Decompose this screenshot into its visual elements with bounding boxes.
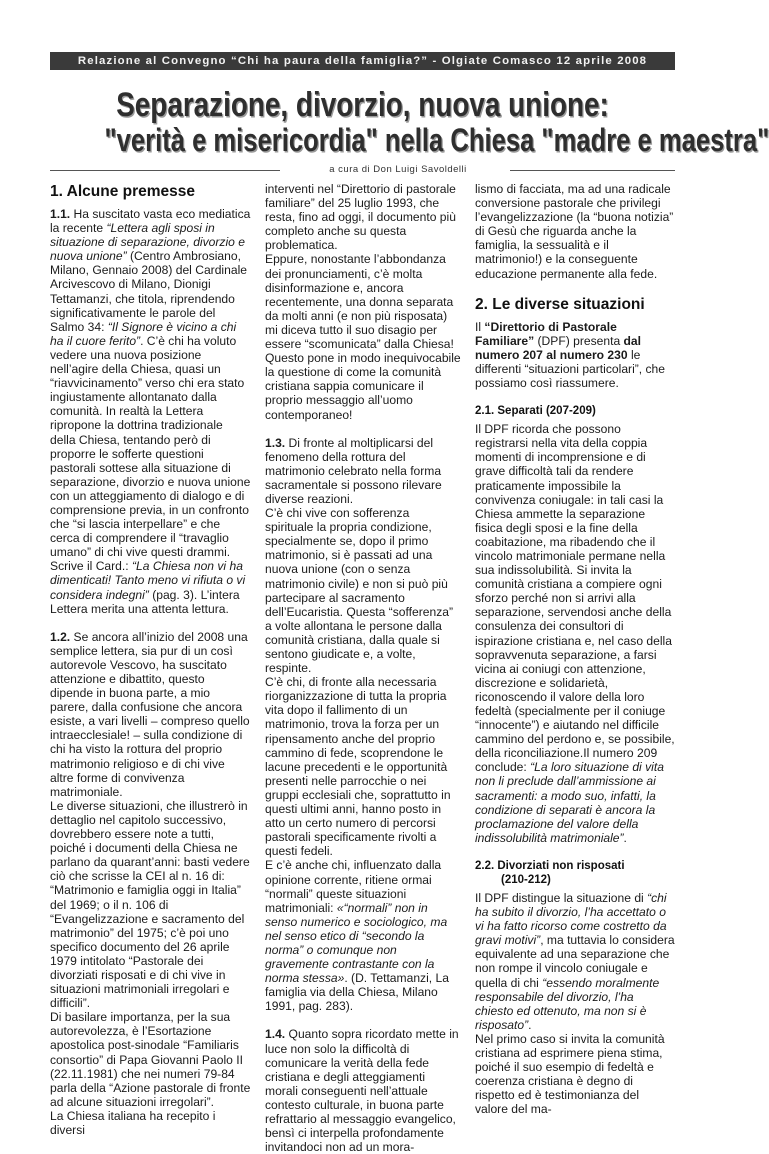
paragraph: lismo di facciata, ma ad una radicale conversione pastorale che privilegi l’evangelizzazione (la “buona notizia” di Gesù che riguarda anche la famiglia, la sessualità e il matrimonio!) e la conseguente educazione permanente alla fede. xyxy=(475,182,674,281)
paragraph xyxy=(265,858,461,1013)
subsection-heading-line-1: 2.2. Divorziati non risposati xyxy=(475,859,625,872)
spacer xyxy=(475,281,675,295)
text-run: . (D. Tettamanzi, La famiglia via della Chiesa, Milano 1991, pag. 283). xyxy=(265,971,449,1014)
paragraph-2-2 xyxy=(475,891,675,1032)
paragraph-1-1 xyxy=(50,207,251,616)
quote-run: “Il Signore è vicino a chi ha il cuore ferito” xyxy=(50,319,237,348)
quote-run: “chi ha subito il divorzio, l’ha accettato o vi ha fatto ricorso come costretto da gravi motivi” xyxy=(475,890,667,948)
paragraph: C’è chi, di fronte alla necessaria riorganizzazione di tutta la propria vita dopo il fallimento di un matrimonio, trova la forza per un ripensamento anche del proprio cammino di fede, scoprendone le lacune precedenti e le opportunità presenti nelle parrocchie o nei gruppi ecclesiali che, soprattutto in questi ultimi anni, hanno posto in atto un certo numero di percorsi pastorali specificamente rivolti a questi fedeli. xyxy=(265,675,451,859)
text-run: le differenti “situazioni particolari”, che possiamo così riassumere. xyxy=(475,347,666,391)
paragraph-2-intro xyxy=(475,320,675,390)
paragraph-number: 1.4. xyxy=(265,1027,286,1042)
quote-run: “La loro situazione di vita non li preclude dall’ammissione ai sacramenti: a modo suo, infatti, la condizione di separati è ancora la proclamazione del valore della indissolubilità matrimoniale” xyxy=(475,760,664,845)
text-column-2 xyxy=(265,182,461,1154)
text-run: Il DPF ricorda che possono registrarsi nella vita della coppia momenti di incomprensione e di grave difficoltà tali da rendere praticamente impossibile la convivenza coniugale: in tali casi la Chiesa ammette la separazione fisica degli sposi e la fine della coabitazione, ma ribadendo che il vincolo matrimoniale permane nella sua indissolubilità. Si invita la comunità cristiana a compiere ogni sforzo perché non si arrivi alla separazione, servendosi anche della consulenza dei consultori di ispirazione cristiana e, nel caso della sopravvenuta separazione, a farsi vicina ai coniugi con attenzione, discrezione e solidarietà, riconoscendo il valore della loro fedeltà (specialmente per il coniuge “innocente”) e aiutando nel difficile cammino del perdono e, se possibile, della riconciliazione.Il numero 209 conclude: xyxy=(475,422,675,775)
text-column-1 xyxy=(50,182,251,1137)
quote-run: “La Chiesa non vi ha dimenticati! Tanto meno vi rifiuta o vi considera indegni” xyxy=(50,559,246,602)
paragraph-1-3 xyxy=(265,436,461,506)
paragraph: Di basilare importanza, per la sua autorevolezza, è l’Esortazione apostolica post-sinodale “Familiaris consortio” di Papa Giovanni Paolo II (22.11.1981) che nei numeri 79-84 parla della “Azione pastorale di fronte ad alcune situazioni irregolari”. xyxy=(50,1010,251,1109)
text-run: Di fronte al moltiplicarsi del fenomeno della rottura del matrimonio celebrato nella forma sacramentale si possono rilevare diverse reazioni. xyxy=(265,435,442,506)
text-run: Se ancora all’inizio del 2008 una semplice lettera, sia pur di un così autorevole Vescovo, ha suscitato attenzione e dibattito, questo dipende in buona parte, a mio parere, dalla confusione che ancora esiste, a vari livelli – compreso quello intraecclesiale! – sulla condizione di chi ha visto la rottura del proprio matrimonio religioso e di chi vive altre forme di convivenza matrimoniale. xyxy=(50,629,250,799)
text-column-3 xyxy=(475,182,675,1117)
text-run: Il DPF distingue la situazione di xyxy=(475,890,648,905)
quote-run: «“normali” non in senso numerico e sociologico, ma nel senso etico di “secondo la norma” o comunque non gravemente contrastante con la norma stessa» xyxy=(265,900,448,986)
text-run: (DPF) presenta xyxy=(534,333,624,348)
quote-run: “essendo moralmente responsabile del divorzio, l’ha chiesto ed ottenuto, ma non si è risposato” xyxy=(475,975,660,1032)
section-heading-premesse: 1. Alcune premesse xyxy=(50,183,196,200)
article-title-line-2: "verità e misericordia" nella Chiesa "madre e maestra" xyxy=(104,122,769,158)
text-run: Ha suscitato vasta eco mediatica la recente xyxy=(50,207,251,236)
bold-run: dal numero 207 al numero 230 xyxy=(475,333,642,362)
subsection-heading-divorziati xyxy=(475,859,675,887)
text-run: Quanto sopra ricordato mette in luce non solo la difficoltà di comunicare la verità della fede cristiana e degli atteggiamenti morali conseguenti nell’attuale contesto culturale, in buona parte refrattario al messaggio evangelico, bensì ci interpella profondamente invitandoci non ad un mora- xyxy=(265,1027,459,1154)
text-run: Il xyxy=(475,319,485,334)
byline-row xyxy=(50,163,675,177)
subsection-heading-separati: 2.1. Separati (207-209) xyxy=(475,405,596,418)
paragraph: La Chiesa italiana ha recepito i diversi xyxy=(50,1108,216,1137)
text-run: (pag. 3). L’intera Lettera merita una attenta lettura. xyxy=(50,587,240,616)
byline-rule-left xyxy=(50,170,280,171)
section-heading-situazioni: 2. Le diverse situazioni xyxy=(475,295,645,313)
paragraph-number: 1.2. xyxy=(50,629,71,644)
paragraph-1-4 xyxy=(265,1027,461,1154)
paragraph: Le diverse situazioni, che illustrerò in dettaglio nel capitolo successivo, dovrebbero essere note a tutti, poiché i documenti della Chiesa ne parlano da quarant’anni: basti vedere ciò che scrisse la CEI al n. 16 di: “Matrimonio e famiglia oggi in Italia” del 1969; o il n. 106 di “Evangelizzazione e sacramento del matrimonio” del 1975; c’è poi uno specifico documento del 26 aprile 1979 intitolato “Pastorale dei divorziati risposati e di chi vive in situazioni matrimoniali irregolari e difficili”. xyxy=(50,798,250,1011)
text-run: . C’è chi ha voluto vedere una nuova posizione nell’agire della Chiesa, quasi un “riavvicinamento” verso chi era stato ingiustamente allontanato dalla comunità. In realtà la Lettera ripropone la dottrina tradizionale della Chiesa, tentando però di proporre le sofferte questioni pastorali sottese alla situazione di separazione, divorzio e nuova unione con un atteggiamento di dialogo e di comprensione previa, in un confronto che “si lascia interpellare” e che cerca di comprendere il “travaglio umano” di chi vive questi drammi. Scrive il Card.: xyxy=(50,333,251,574)
text-run: . xyxy=(528,1017,532,1032)
text-run: , ma tuttavia lo considera equivalente ad una separazione che non rompe il vincolo coniugale e quella di chi xyxy=(475,933,675,990)
conference-banner: Relazione al Convegno “Chi ha paura della famiglia?” - Olgiate Comasco 12 aprile 2008 xyxy=(50,52,675,70)
paragraph: Eppure, nonostante l’abbondanza dei pronunciamenti, c’è molta disinformazione e, ancora recentemente, una donna separata da molti anni (e non più risposata) mi diceva tutto il suo disagio per essere “scomunicata” dalla Chiesa! Questo pone in modo inequivocabile la questione di come la comunità cristiana sappia comunicare il proprio messaggio all’uomo contemporaneo! xyxy=(265,252,461,422)
paragraph: C’è chi vive con sofferenza spirituale la propria condizione, specialmente se, dopo il primo matrimonio, si è passati ad una nuova unione (con o senza matrimonio civile) e non si può più partecipare al sacramento dell’Eucaristia. Questa “sofferenza” a volte allontana le persone dalla comunità cristiana, dalla quale si sentono giudicate e, a volte, respinte. xyxy=(265,506,453,676)
quote-run: “Lettera agli sposi in situazione di separazione, divorzio e nuova unione” xyxy=(50,221,245,264)
byline-rule-right xyxy=(510,170,675,171)
text-run: (Centro Ambrosiano, Milano, Gennaio 2008) del Cardinale Arcivescovo di Milano, Dionigi Tettamanzi, che titola, riprendendo significativamente le parole del Salmo 34: xyxy=(50,249,247,334)
paragraph: Nel primo caso si invita la comunità cristiana ad esprimere piena stima, poiché il suo esempio di fedeltà e coerenza cristiana è degno di rispetto ed è testimonianza del valore del ma- xyxy=(475,1031,665,1117)
text-run: . xyxy=(623,830,627,845)
paragraph-number: 1.1. xyxy=(50,207,71,221)
byline: a cura di Don Luigi Savoldelli xyxy=(329,164,467,175)
paragraph-number: 1.3. xyxy=(265,435,286,450)
paragraph: interventi nel “Direttorio di pastorale familiare” del 25 luglio 1993, che resta, fino ad oggi, il documento più completo anche su questa problematica. xyxy=(265,182,456,253)
subsection-heading-line-2: (210-212) xyxy=(501,873,551,886)
paragraph-2-1 xyxy=(475,422,675,845)
article-title-line-1: Separazione, divorzio, nuova unione: xyxy=(116,86,609,124)
paragraph-1-2 xyxy=(50,630,251,799)
text-run: E c’è anche chi, influenzato dalla opinione corrente, ritiene ormai “normali” queste situazioni matrimoniali: xyxy=(265,858,442,915)
bold-run: “Direttorio di Pastorale Familiare” xyxy=(475,319,617,348)
